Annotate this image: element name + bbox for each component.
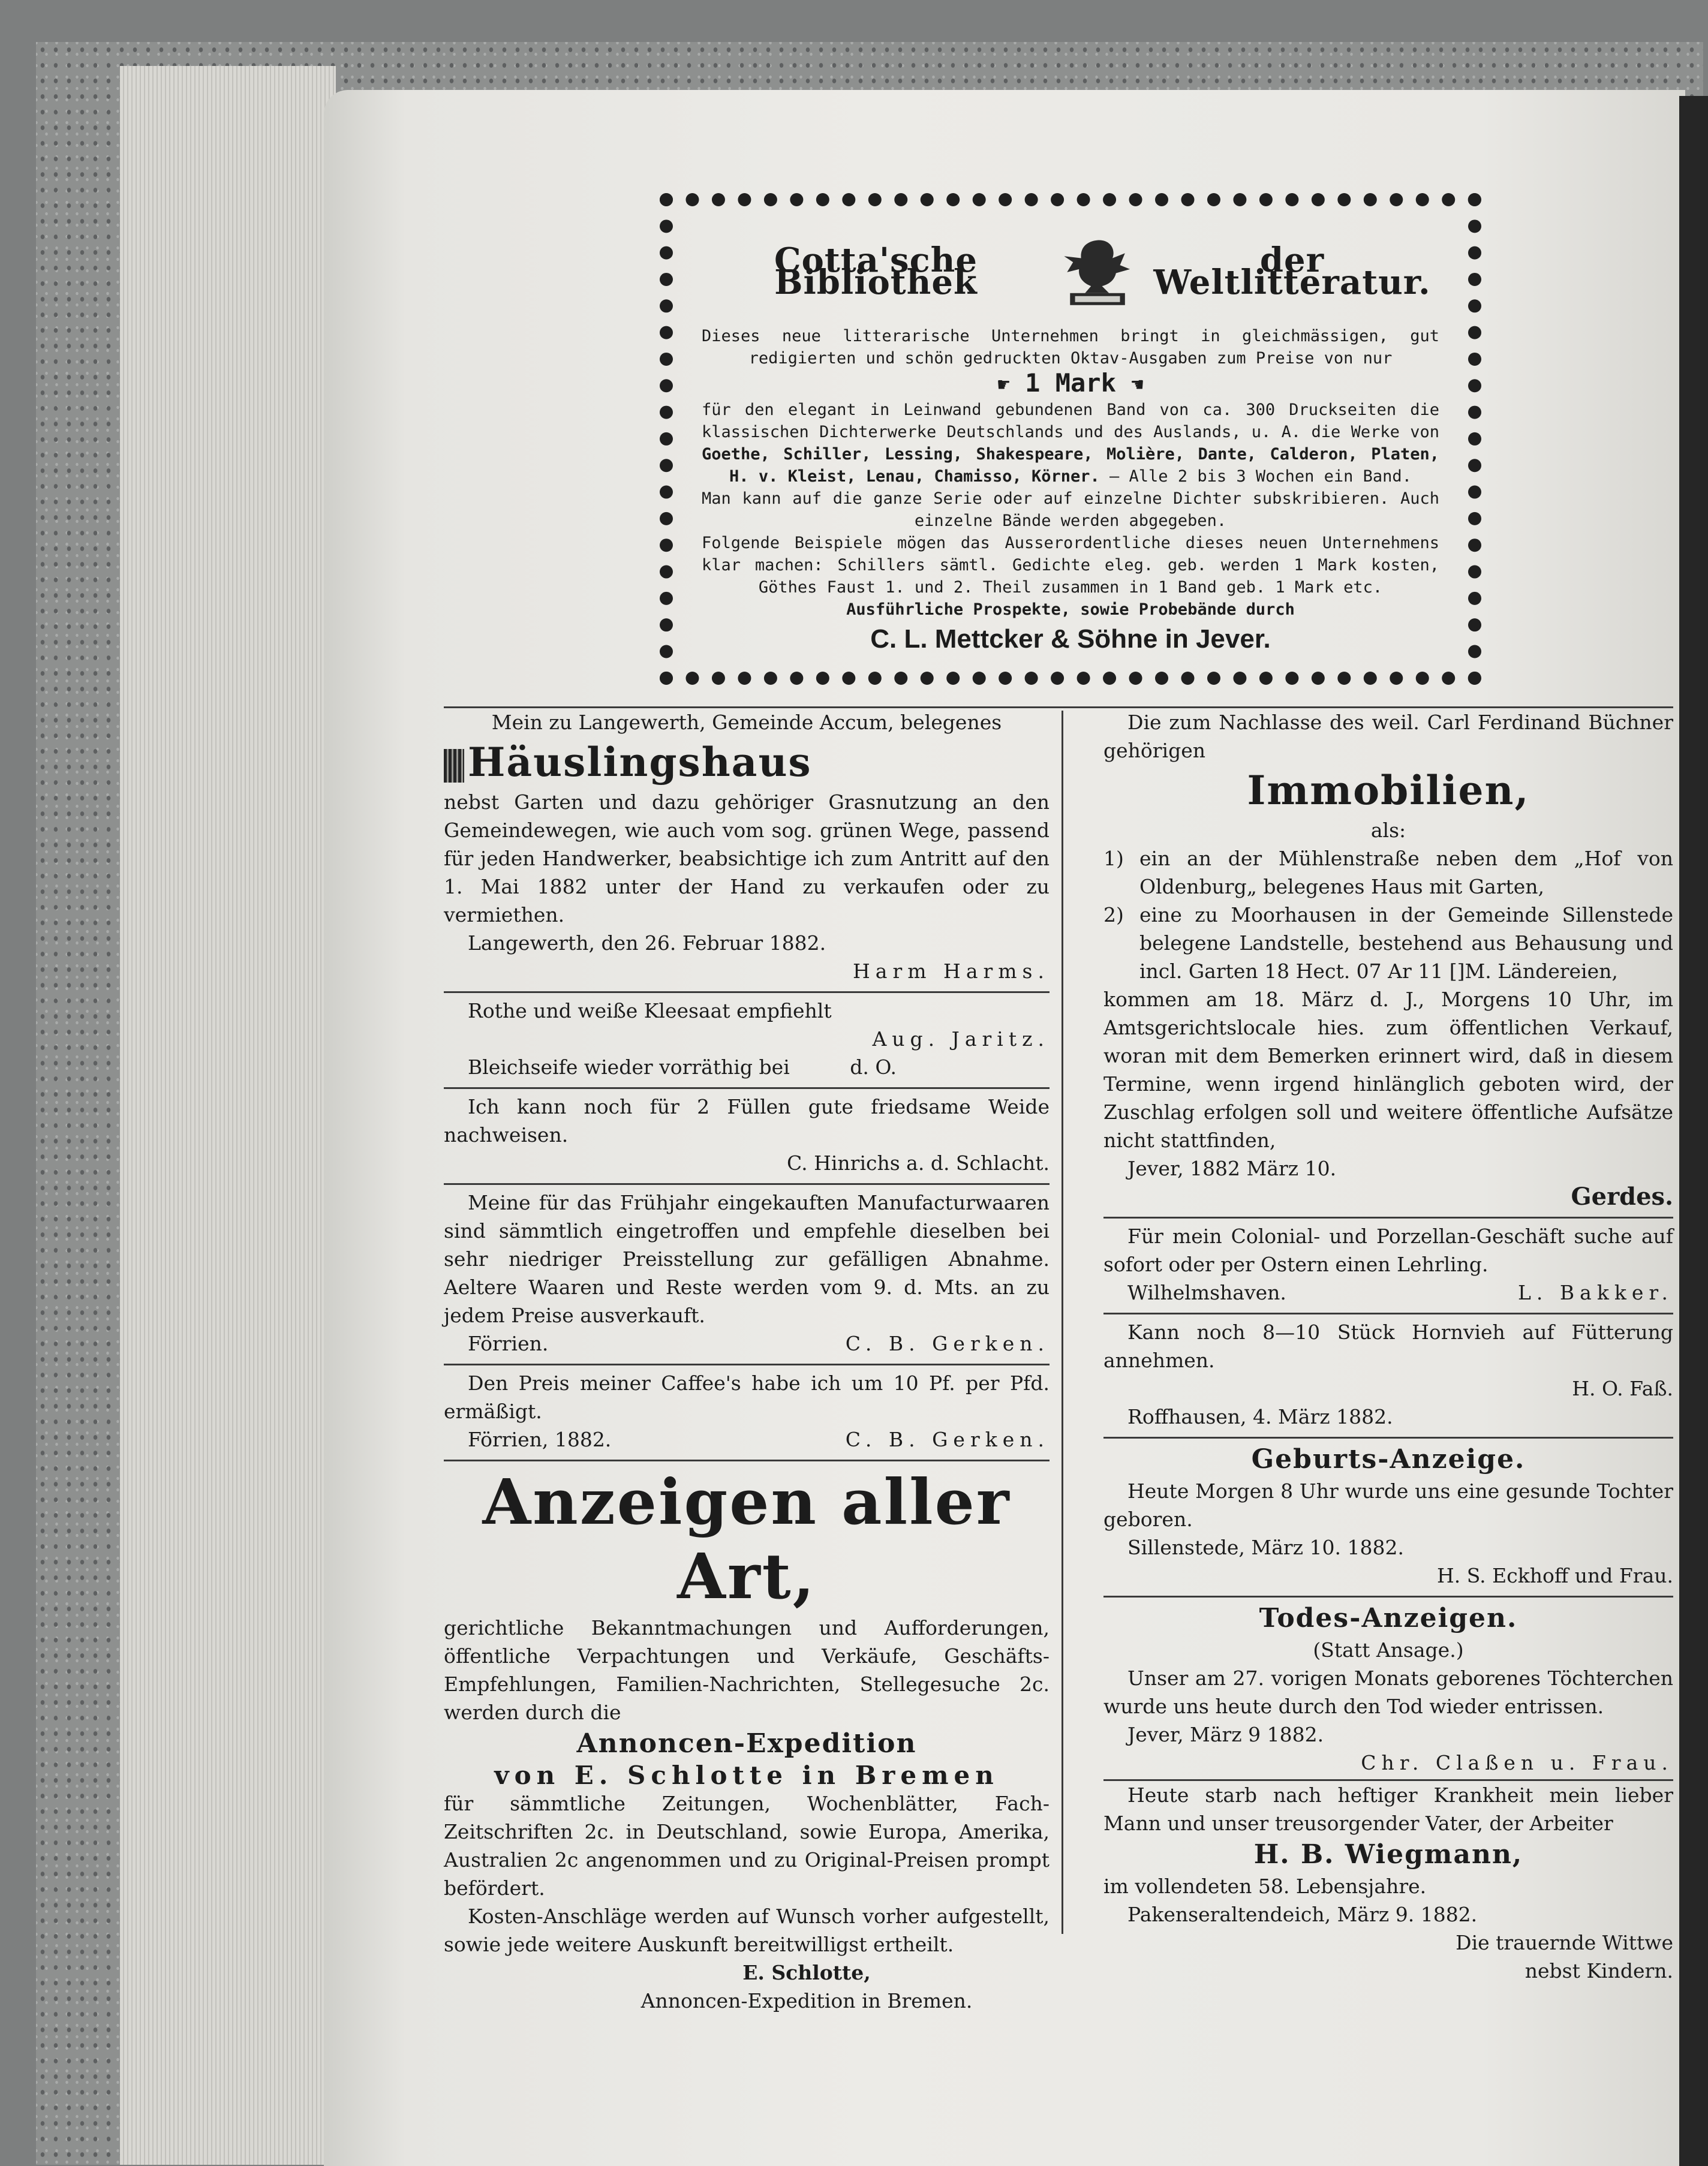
cotta-prospectus: Ausführliche Prospekte, sowie Probebände durch bbox=[846, 600, 1295, 619]
anzeigen-agency: Annoncen-Expedition bbox=[576, 1728, 917, 1759]
ad-todes bbox=[1103, 1598, 1673, 1991]
caffee-place-date: Förrien, 1882. bbox=[468, 1428, 612, 1451]
cotta-authors: Goethe, Schiller, Lessing, Shakespeare, Molière, Dante, Calderon, Platen, H. v. Kleist, Lenau, Chamisso, Körner. bbox=[702, 445, 1439, 486]
anzeigen-signature: E. Schlotte, bbox=[742, 1961, 871, 1984]
binding-strip bbox=[1679, 96, 1708, 2166]
immobilien-intro: Die zum Nachlasse des weil. Carl Ferdinand Büchner gehörigen bbox=[1103, 711, 1673, 762]
ad-caffee bbox=[444, 1365, 1050, 1461]
cotta-examples: Folgende Beispiele mögen das Ausserordentliche dieses neuen Unternehmens klar machen: Schillers sämtl. Gedichte eleg. geb. werden 1 Mark kosten, Göthes Faust 1. und 2. Theil zusammen in 1 Band geb. 1 Mark etc. bbox=[702, 534, 1439, 597]
manufactur-place: Förrien. bbox=[468, 1332, 549, 1355]
ad-weide bbox=[444, 1089, 1050, 1185]
immobilien-item bbox=[1103, 901, 1673, 985]
lehrling-footer bbox=[1103, 1278, 1673, 1307]
cotta-body-text: für den elegant in Leinwand gebundenen Band von ca. 300 Druckseiten die klassischen Dichterwerke Deutschlands und des Auslands, u. A. die Werke von bbox=[702, 401, 1439, 441]
ad-geburt bbox=[1103, 1439, 1673, 1598]
todes-body2: Heute starb nach heftiger Krankheit mein lieber Mann und unser treusorgender Vater, der Arbeiter bbox=[1103, 1779, 1673, 1837]
immobilien-item-text: ein an der Mühlenstraße neben dem „Hof von Oldenburg„ belegenes Haus mit Garten, bbox=[1139, 847, 1673, 898]
immobilien-als: als: bbox=[1370, 819, 1406, 842]
lehrling-body: Für mein Colonial- und Porzellan-Geschäft suche auf sofort oder per Ostern einen Lehrling. bbox=[1103, 1225, 1673, 1276]
cotta-title-left: Cotta'sche Bibliothek bbox=[774, 240, 978, 302]
geburt-place-date: Sillenstede, März 10. 1882. bbox=[1127, 1536, 1404, 1559]
pointing-hand-left-icon: ☚ bbox=[1131, 373, 1144, 397]
haeusling-place-date: Langewerth, den 26. Februar 1882. bbox=[468, 931, 826, 955]
ad-anzeigen bbox=[444, 1461, 1050, 2021]
hornvieh-signature: H. O. Faß. bbox=[1572, 1377, 1673, 1400]
immobilien-place-date: Jever, 1882 März 10. bbox=[1127, 1157, 1337, 1180]
griffin-logo-icon bbox=[1050, 227, 1145, 317]
ad-manufactur bbox=[444, 1185, 1050, 1365]
anzeigen-agency-sub: von E. Schlotte in Bremen bbox=[494, 1761, 999, 1790]
anzeigen-signature-sub: Annoncen-Expedition in Bremen. bbox=[640, 1989, 973, 2012]
cotta-subscription: Man kann auf die ganze Serie oder auf einzelne Dichter subskribieren. Auch einzelne Bände werden abgegeben. bbox=[702, 489, 1439, 530]
cotta-seller: C. L. Mettcker & Söhne in Jever. bbox=[870, 624, 1271, 654]
haeusling-body: nebst Garten und dazu gehöriger Grasnutzung an den Gemeindewegen, wie auch vom sog. grünen Wege, passend für jeden Handwerker, beabsichtige ich zum Antritt auf den 1. Mai 1882 unter der Hand zu verkaufen oder zu vermiethen. bbox=[444, 790, 1050, 926]
kleesaat-signature2: d. O. bbox=[850, 1055, 897, 1079]
todes-place-date: Jever, März 9 1882. bbox=[1127, 1723, 1324, 1746]
todes-name: H. B. Wiegmann, bbox=[1253, 1839, 1523, 1870]
todes-place-date2: Pakenseraltendeich, März 9. 1882. bbox=[1127, 1903, 1478, 1926]
todes-body: Unser am 27. vorigen Monats geborenes Töchterchen wurde uns heute durch den Tod wieder entrissen. bbox=[1103, 1666, 1673, 1718]
caffee-body: Den Preis meiner Caffee's habe ich um 10 Pf. per Pfd. ermäßigt. bbox=[444, 1371, 1050, 1423]
page-edges bbox=[120, 66, 336, 2165]
todes-age: im vollendeten 58. Lebensjahre. bbox=[1103, 1875, 1427, 1898]
left-column bbox=[444, 705, 1050, 2021]
kleesaat-line2 bbox=[444, 1053, 1050, 1081]
immobilien-item bbox=[1103, 844, 1673, 901]
cotta-price-line bbox=[702, 368, 1439, 398]
geburt-heading: Geburts-Anzeige. bbox=[1251, 1444, 1526, 1475]
hornvieh-place-date: Roffhausen, 4. März 1882. bbox=[1127, 1405, 1393, 1428]
cotta-header bbox=[702, 227, 1439, 317]
cotta-title-right: der Weltlitteratur. bbox=[1153, 240, 1431, 302]
caffee-signature: C. B. Gerken. bbox=[845, 1428, 1050, 1451]
cotta-schedule: — Alle 2 bis 3 Wochen ein Band. bbox=[1109, 467, 1412, 486]
immobilien-signature: Gerdes. bbox=[1571, 1183, 1673, 1211]
caffee-footer bbox=[444, 1425, 1050, 1454]
haeusling-signature: Harm Harms. bbox=[853, 959, 1050, 983]
ad-lehrling bbox=[1103, 1219, 1673, 1314]
manufactur-body: Meine für das Frühjahr eingekauften Manufacturwaaren sind sämmtlich eingetroffen und empfehle dieselben bei sehr niedriger Preisstellung zur gefälligen Abnahme. Aeltere Waaren und Reste werden vom 9. d. Mts. an zu jedem Preise ausverkauft. bbox=[444, 1191, 1050, 1327]
anzeigen-body3: Kosten-Anschläge werden auf Wunsch vorher aufgestellt, sowie jede weitere Auskunft bereitwilligst ertheilt. bbox=[444, 1905, 1050, 1956]
todes-heading: Todes-Anzeigen. bbox=[1259, 1603, 1518, 1633]
immobilien-item-num: 1) bbox=[1103, 847, 1124, 870]
immobilien-heading: Immobilien, bbox=[1247, 767, 1530, 814]
cotta-price: 1 Mark bbox=[1025, 368, 1116, 398]
geburt-body: Heute Morgen 8 Uhr wurde uns eine gesunde Tochter geboren. bbox=[1103, 1479, 1673, 1531]
ink-stamp-icon bbox=[444, 749, 464, 783]
geburt-signature: H. S. Eckhoff und Frau. bbox=[1436, 1564, 1673, 1587]
todes-signature2: Die trauernde Wittwe bbox=[1456, 1931, 1673, 1954]
cotta-intro: Dieses neue litterarische Unternehmen bringt in gleichmässigen, gut redigierten und schön gedruckten Oktav-Ausgaben zum Preise von nur bbox=[702, 327, 1439, 368]
anzeigen-body2: für sämmtliche Zeitungen, Wochenblätter, Fach-Zeitschriften 2c. in Deutschland, sowie Europa, Amerika, Australien 2c angenommen und zu Original-Preisen prompt befördert. bbox=[444, 1792, 1050, 1900]
lehrling-signature: L. Bakker. bbox=[1518, 1281, 1673, 1304]
weide-signature: C. Hinrichs a. d. Schlacht. bbox=[787, 1151, 1050, 1175]
ad-immobilien bbox=[1103, 705, 1673, 1219]
cotta-advertisement bbox=[660, 193, 1481, 685]
kleesaat-signature1: Aug. Jaritz. bbox=[872, 1027, 1050, 1051]
kleesaat-line1: Rothe und weiße Kleesaat empfiehlt bbox=[468, 999, 832, 1022]
immobilien-body: kommen am 18. März d. J., Morgens 10 Uhr, im Amtsgerichtslocale hies. zum öffentlichen Verkauf, woran mit dem Bemerken erinnert wird, daß in diesem Termine, wenn irgend hinlänglich geboten wird, der Zuschlag erfolgen soll und weitere öffentliche Aufsätze nicht stattfinden, bbox=[1103, 988, 1673, 1152]
immobilien-item-num: 2) bbox=[1103, 903, 1124, 926]
right-column bbox=[1103, 705, 1673, 1991]
kleesaat-line2-text: Bleichseife wieder vorräthig bei bbox=[468, 1055, 790, 1079]
manufactur-signature: C. B. Gerken. bbox=[845, 1332, 1050, 1355]
anzeigen-heading: Anzeigen aller Art, bbox=[482, 1465, 1011, 1613]
todes-signature2-sub: nebst Kindern. bbox=[1524, 1959, 1673, 1983]
weide-body: Ich kann noch für 2 Füllen gute friedsame Weide nachweisen. bbox=[444, 1095, 1050, 1147]
cotta-body bbox=[702, 399, 1439, 488]
ad-kleesaat bbox=[444, 993, 1050, 1089]
immobilien-item-text: eine zu Moorhausen in der Gemeinde Sillenstede belegene Landstelle, bestehend aus Behausung und incl. Garten 18 Hect. 07 Ar 11 []M. Ländereien, bbox=[1139, 903, 1673, 983]
haeusling-heading bbox=[444, 736, 1050, 788]
lehrling-place: Wilhelmshaven. bbox=[1127, 1281, 1286, 1304]
hornvieh-body: Kann noch 8—10 Stück Hornvieh auf Fütterung annehmen. bbox=[1103, 1320, 1673, 1372]
manufactur-footer bbox=[444, 1329, 1050, 1358]
haeusling-intro: Mein zu Langewerth, Gemeinde Accum, belegenes bbox=[491, 711, 1002, 734]
column-divider bbox=[1062, 711, 1063, 1934]
anzeigen-body: gerichtliche Bekanntmachungen und Aufforderungen, öffentliche Verpachtungen und Verkäufe, Geschäfts-Empfehlungen, Familien-Nachrichten, Stellegesuche 2c. werden durch die bbox=[444, 1616, 1050, 1724]
haeusling-heading-text: Häuslingshaus bbox=[468, 739, 812, 786]
pointing-hand-icon: ☛ bbox=[997, 373, 1010, 397]
ad-hornvieh bbox=[1103, 1314, 1673, 1439]
todes-subheading: (Statt Ansage.) bbox=[1313, 1638, 1464, 1662]
todes-signature: Chr. Claßen u. Frau. bbox=[1361, 1751, 1673, 1774]
ad-haeuslingshaus bbox=[444, 705, 1050, 993]
